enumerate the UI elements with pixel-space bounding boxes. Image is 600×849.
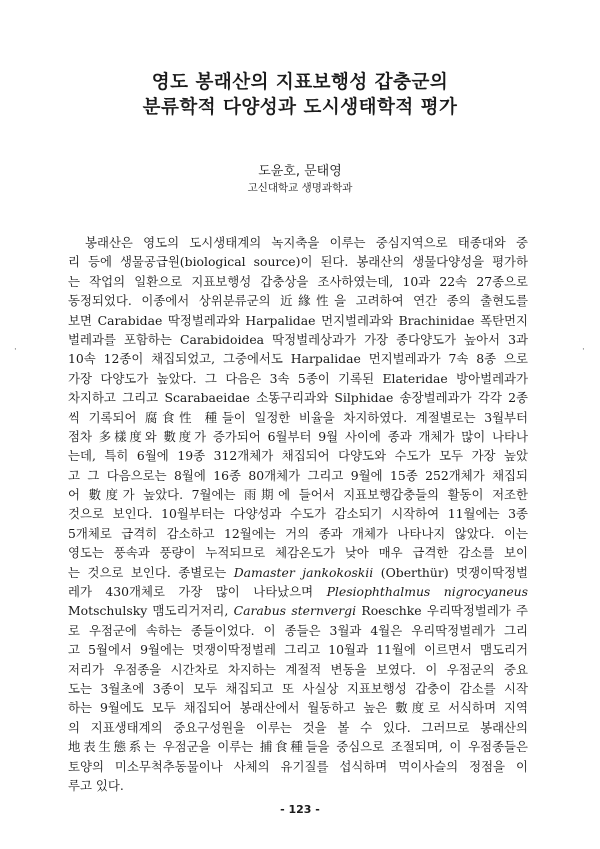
body-line (68, 408, 528, 427)
line-text: 는 작업의 일환으로 지표보행성 갑충상을 조사하였는데, 10과 22속 27종으로 (68, 273, 528, 289)
line-text: 점차 多樣度와 數度가 증가되어 6월부터 9월 사이에 종과 개체가 많이 나타나 (68, 428, 528, 444)
line-text: 고 5월에서 9월에는 멋쟁이딱정벌레 그리고 10월과 11월에 이르면서 맴도리거 (68, 642, 528, 658)
line-text: 리 등에 생물공급원(biological source)이 된다. 봉래산의 생물다양성을 평가하 (68, 254, 528, 270)
abstract-body (68, 233, 528, 795)
line-text: 가장 다양도가 높았다. 그 다음은 3속 5종이 기록된 Elateridae 방아벌레과가 (68, 370, 528, 386)
line-text: 씩 기록되어 腐食性 種들이 일정한 비율을 차지하였다. 계절별로는 3월부터 (68, 409, 528, 425)
page-number: - 123 - (280, 803, 320, 816)
body-line (68, 466, 528, 485)
body-line (68, 757, 528, 776)
body-line (68, 640, 528, 659)
line-text: 10속 12종이 채집되었고, 그중에서도 Harpalidae 먼지벌레과가 7속 8종 으로 (68, 351, 528, 367)
body-line (68, 233, 528, 252)
body-line (68, 349, 528, 368)
scan-mark-left: · (14, 345, 17, 355)
line-text: 도는 3월초에 3종이 모두 채집되고 또 사실상 지표보행성 갑충이 감소를 시작 (68, 680, 528, 696)
line-text: 영도는 풍속과 풍량이 누적되므로 체감온도가 낮아 매우 급격한 감소를 보이 (68, 545, 528, 561)
line-text: (Oberthür) 멋쟁이딱정벌 (373, 564, 528, 580)
body-line (68, 272, 528, 291)
body-line (68, 698, 528, 717)
body-line (68, 621, 528, 640)
line-text: 는 것으로 보인다. 종별로는 (68, 564, 234, 580)
line-text: 벌레과를 포함하는 Carabidoidea 딱정벌레상과가 가장 종다양도가 높아서 3과 (68, 331, 528, 347)
line-text: 하는 9월에도 모두 채집되어 봉래산에서 월동하고 높은 數度로 서식하며 지역 (68, 700, 528, 716)
body-line (68, 582, 528, 601)
body-line (68, 737, 528, 756)
body-line (68, 427, 528, 446)
line-text: 차지하고 그리고 Scarabaeidae 소똥구리과와 Silphidae 송장벌레과가 각각 2종 (68, 390, 528, 406)
body-line (68, 601, 528, 620)
body-line (68, 504, 528, 523)
body-line (68, 311, 528, 330)
species-name: Carabus sternvergi (233, 603, 357, 619)
body-line (68, 543, 528, 562)
line-text: 것으로 보인다. 10월부터는 다양성과 수도가 감소되기 시작하여 11월에는 3종 (68, 506, 528, 522)
line-text: 토양의 미소무척추동물이나 사체의 유기질를 섭식하며 먹이사슬의 정점을 이 (68, 758, 528, 774)
line-text: 5개체로 급격히 감소하고 12월에는 거의 종과 개체가 나타나지 않았다. 이는 (68, 525, 528, 541)
body-line (68, 252, 528, 271)
species-name: Damaster jankokoskii (233, 564, 374, 580)
body-line (68, 776, 528, 795)
body-line (68, 718, 528, 737)
line-text: 동정되었다. 이종에서 상위분류군의 近緣性을 고려하여 연간 종의 출현도를 (68, 293, 528, 309)
paper-title-line-1: 영도 봉래산의 지표보행성 갑충군의 (151, 72, 449, 93)
line-text: 봉래산은 영도의 도시생태계의 녹지축을 이루는 중심지역으로 태종대와 중 (85, 235, 528, 250)
body-line (68, 679, 528, 698)
line-text: 의 지표생태계의 중요구성원을 이루는 것을 볼 수 있다. 그러므로 봉래산의 (68, 719, 528, 735)
paper-title-line-2: 분류학적 다양성과 도시생태학적 평가 (142, 97, 458, 118)
body-line (68, 369, 528, 388)
line-text: 저리가 우점종을 시간차로 차지하는 계절적 변동을 보였다. 이 우점군의 중요 (68, 661, 528, 677)
body-line (68, 388, 528, 407)
body-line (68, 485, 528, 504)
body-line (68, 330, 528, 349)
line-text: 고 그 다음으로는 8월에 16종 80개체가 그리고 9월에 15종 252개체가 채집되 (68, 467, 528, 483)
line-text: 어 數度가 높았다. 7월에는 雨期에 들어서 지표보행갑충들의 활동이 저조한 (68, 487, 528, 503)
line-text: 는데, 특히 6월에 19종 312개체가 채집되어 다양도와 수도가 모두 가장 높았 (68, 448, 528, 464)
authors: 도윤호, 문태영 (258, 164, 342, 179)
line-text: 레가 430개체로 가장 많이 나타났으며 (68, 584, 327, 600)
body-line (68, 660, 528, 679)
line-text: 로 우점군에 속하는 종들이었다. 이 종들은 3월과 4월은 우리딱정벌레가 그리 (68, 622, 528, 638)
line-text: 루고 있다. (68, 777, 124, 793)
affiliation: 고신대학교 생명과학과 (247, 182, 353, 194)
line-text: 地表生態系는 우점군을 이루는 捕食種들을 중심으로 조절되며, 이 우점종들은 (68, 739, 528, 755)
line-text: 보면 Carabidae 딱정벌레과와 Harpalidae 먼지벌레과와 Brachinidae 폭탄먼지 (68, 312, 528, 328)
line-text: Motschulsky 맴도리거저리, (68, 603, 234, 619)
body-line (68, 563, 528, 582)
species-name: Plesiophthalmus nigrocyaneus (326, 584, 528, 600)
body-line (68, 524, 528, 543)
line-text: Roeschke 우리딱정벌레가 주 (356, 603, 528, 619)
scan-mark-right: · (582, 345, 585, 355)
body-line (68, 291, 528, 310)
body-line (68, 446, 528, 465)
